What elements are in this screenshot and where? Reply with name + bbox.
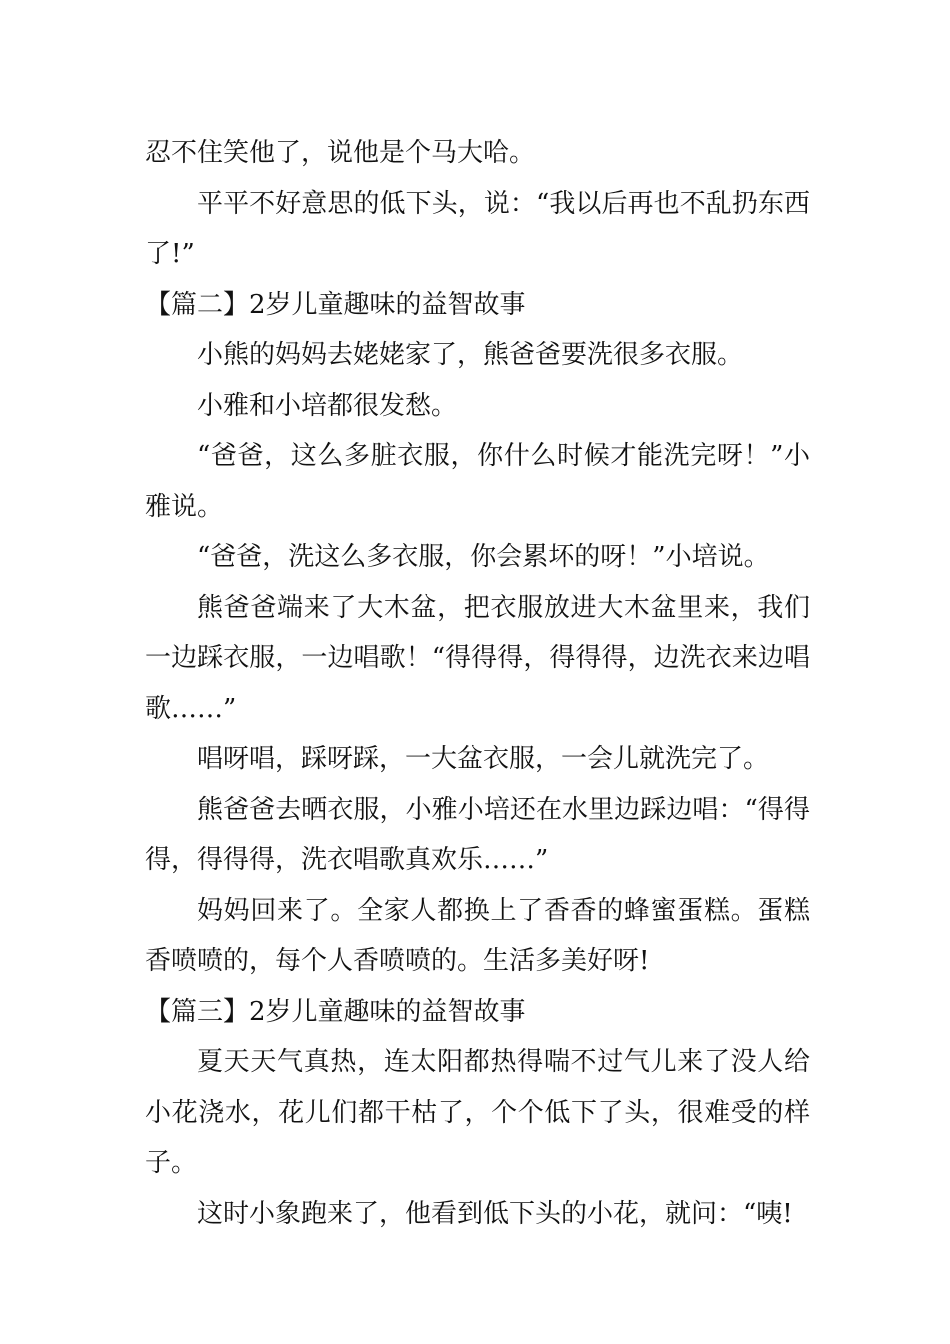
document-body	[145, 128, 810, 1239]
paragraph-3: 小熊的妈妈去姥姥家了，熊爸爸要洗很多衣服。	[197, 340, 744, 370]
paragraph-1: 忍不住笑他了，说他是个马大哈。	[145, 138, 536, 168]
paragraph-9: 熊爸爸去晒衣服，小雅小培还在水里边踩边唱：“得得得，得得得，洗衣唱歌真欢乐……”	[145, 794, 810, 875]
paragraph-5: “爸爸，这么多脏衣服，你什么时候才能洗完呀！”小雅说。	[145, 441, 810, 522]
section-heading-3: 【篇三】2岁儿童趣味的益智故事	[145, 996, 526, 1027]
paragraph-12: 这时小象跑来了，他看到低下头的小花，就问：“咦!	[197, 1198, 793, 1229]
paragraph-2: 平平不好意思的低下头，说：“我以后再也不乱扔东西了!”	[145, 188, 810, 269]
paragraph-10: 妈妈回来了。全家人都换上了香香的蜂蜜蛋糕。蛋糕香喷喷的，每个人香喷喷的。生活多美好呀!	[145, 895, 810, 976]
section-heading-2: 【篇二】2岁儿童趣味的益智故事	[145, 289, 526, 320]
paragraph-7: 熊爸爸端来了大木盆，把衣服放进大木盆里来，我们一边踩衣服，一边唱歌！“得得得，得得得，边洗衣来边唱歌……”	[145, 592, 810, 724]
paragraph-4: 小雅和小培都很发愁。	[197, 390, 458, 421]
paragraph-8: 唱呀唱，踩呀踩，一大盆衣服，一会儿就洗完了。	[197, 744, 770, 774]
paragraph-11: 夏天天气真热，连太阳都热得喘不过气儿来了没人给小花浇水，花儿们都干枯了，个个低下了头，很难受的样子。	[145, 1047, 810, 1178]
paragraph-6: “爸爸，洗这么多衣服，你会累坏的呀！”小培说。	[197, 542, 770, 572]
